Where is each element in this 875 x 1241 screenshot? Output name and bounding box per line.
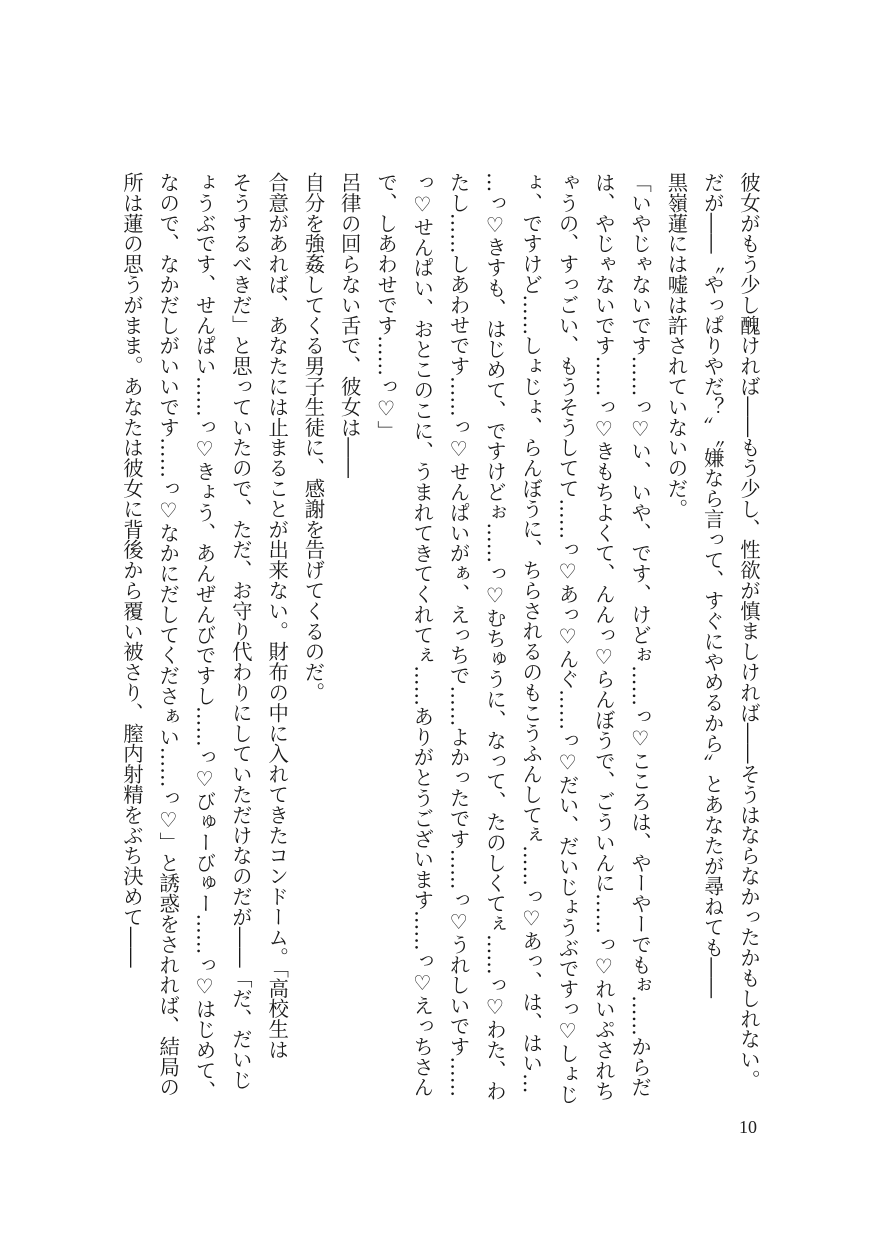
text-line: そうするべきだ」と思っていたので、ただ、お守り代わりにしていただけなのだが――「だ、だいじ <box>228 172 253 1090</box>
text-line: ゃうの、すっごい、もうそうしてて……っ♡あっ♡んぐ……っ♡だい、だいじょうぶですっ♡しょじ <box>555 172 580 1105</box>
text-line: っ♡せんぱい、おとこのこに、うまれてきてくれてぇ……ありがとうございます……っ♡えっちさん <box>410 172 435 1098</box>
text-line: 合意があれば、あなたには止まることが出来ない。財布の中に入れてきたコンドーム。「高校生は <box>265 172 290 1060</box>
text-line: ょうぶです、せんぱい……っ♡きょう、あんぜんびですし……っ♡びゅーびゅー……っ♡はじめて、 <box>192 172 217 1101</box>
text-line: なので、なかだしがいいです……っ♡なかにだしてくださぁい……っ♡」と誘惑をされれば、結局の <box>156 172 181 1098</box>
page-number: 10 <box>739 1117 757 1137</box>
text-line: 所は蓮の思うがまま。あなたは彼女に背後から覆い被さり、膣内射精をぶち決めて―― <box>119 172 144 968</box>
text-line: 黒嶺蓮には嘘は許されていないのだ。 <box>664 172 689 519</box>
text-line: 自分を強姦してくる男子生徒に、感謝を告げてくるのだ。 <box>301 172 326 703</box>
text-line: たし……しあわせです……っ♡せんぱいがぁ、えっちで……よかったです……っ♡うれしいです…… <box>446 172 471 1098</box>
text-line: ょ、ですけど……しょじょ、らんぼうに、ちらされるのもこうふんしてぇ……っ♡あっ、は、はい… <box>519 172 544 1094</box>
text-line: は、やじゃないです……っ♡きもちよくて、んんっ♡らんぼうで、ごういんに……っ♡れいぷされち <box>591 172 616 1101</box>
text-line: 呂律の回らない舌で、彼女は―― <box>337 172 362 478</box>
text-line: だが――〝やっぱりやだ？〟〝嫌なら言って、すぐにやめるから〟とあなたが尋ねても―― <box>700 172 725 999</box>
vertical-text-body <box>114 172 767 1112</box>
text-line: 彼女がもう少し醜ければ――もう少し、性欲が慎ましければ――そうはならなかったかもしれない。 <box>737 172 761 1090</box>
text-line: …っ♡きすも、はじめて、ですけどぉ……っ♡むちゅうに、なって、たのしくてぇ……っ♡わた、わ <box>482 172 507 1101</box>
text-line: で、しあわせです……っ♡」 <box>374 172 399 441</box>
text-line: 「いやじゃないです……っ♡い、いや、です、けどぉ……っ♡こころは、やーやーでもぉ……からだ <box>628 172 653 1098</box>
